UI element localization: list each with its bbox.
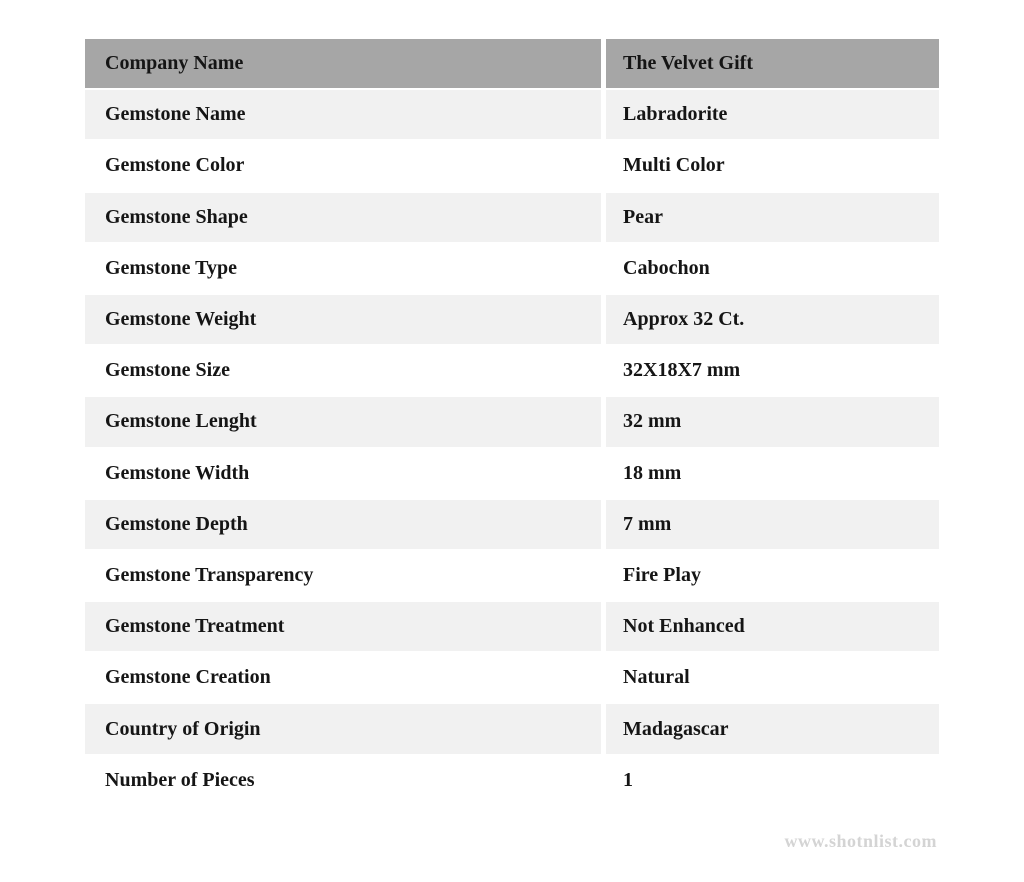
- attribute-label-cell: [85, 90, 601, 139]
- attribute-label: Gemstone Type: [105, 256, 238, 279]
- attribute-value-cell: [606, 449, 939, 498]
- attribute-label: Gemstone Shape: [105, 205, 248, 228]
- attribute-value: Madagascar: [623, 717, 729, 740]
- attribute-value-cell: [606, 602, 939, 651]
- attribute-value-cell: [606, 295, 939, 344]
- attribute-value: Labradorite: [623, 103, 728, 126]
- attribute-label: Gemstone Size: [105, 359, 230, 382]
- attribute-label: Gemstone Color: [105, 154, 245, 177]
- attribute-label-cell: [85, 141, 601, 190]
- attribute-label: Gemstone Depth: [105, 512, 248, 535]
- attribute-value-cell: [606, 141, 939, 190]
- attribute-label-cell: [85, 756, 601, 805]
- attribute-label-cell: [85, 244, 601, 293]
- attribute-value-cell: [606, 397, 939, 446]
- attribute-label-cell: [85, 704, 601, 753]
- attribute-value: Multi Color: [623, 154, 725, 177]
- gemstone-attributes-table: [85, 39, 939, 805]
- table-header-label-cell: [85, 39, 601, 88]
- attribute-value: 32X18X7 mm: [623, 359, 741, 382]
- attribute-value-cell: [606, 244, 939, 293]
- attribute-value-cell: [606, 193, 939, 242]
- attribute-value: Natural: [623, 666, 690, 689]
- attribute-value: Pear: [623, 205, 663, 228]
- attribute-label: Gemstone Weight: [105, 308, 257, 331]
- attribute-value: 7 mm: [623, 512, 672, 535]
- attribute-label: Number of Pieces: [105, 768, 255, 791]
- attribute-label-cell: [85, 500, 601, 549]
- attribute-value: 1: [623, 768, 633, 791]
- attribute-value-cell: [606, 346, 939, 395]
- attribute-label-cell: [85, 193, 601, 242]
- attribute-value: 18 mm: [623, 461, 682, 484]
- attribute-value-cell: [606, 551, 939, 600]
- attribute-label-cell: [85, 551, 601, 600]
- company-name-value: The Velvet Gift: [623, 52, 753, 75]
- site-watermark: www.shotnlist.com: [784, 831, 937, 851]
- company-name-header: Company Name: [105, 52, 244, 75]
- attribute-label-cell: [85, 602, 601, 651]
- attribute-value-cell: [606, 704, 939, 753]
- attribute-label-cell: [85, 449, 601, 498]
- attribute-label: Country of Origin: [105, 717, 261, 740]
- attribute-label-cell: [85, 653, 601, 702]
- attribute-value: Fire Play: [623, 563, 701, 586]
- attribute-value: Cabochon: [623, 256, 710, 279]
- attribute-value: 32 mm: [623, 410, 682, 433]
- attribute-value: Approx 32 Ct.: [623, 308, 745, 331]
- attribute-value-cell: [606, 653, 939, 702]
- attribute-label: Gemstone Lenght: [105, 410, 257, 433]
- attribute-label: Gemstone Width: [105, 461, 250, 484]
- attribute-value-cell: [606, 756, 939, 805]
- table-header-value-cell: [606, 39, 939, 88]
- attribute-label: Gemstone Transparency: [105, 563, 314, 586]
- attribute-value-cell: [606, 90, 939, 139]
- attribute-label-cell: [85, 397, 601, 446]
- attribute-label-cell: [85, 346, 601, 395]
- attribute-value: Not Enhanced: [623, 615, 745, 638]
- attribute-label: Gemstone Name: [105, 103, 246, 126]
- attribute-label: Gemstone Creation: [105, 666, 271, 689]
- attribute-label-cell: [85, 295, 601, 344]
- attribute-value-cell: [606, 500, 939, 549]
- attribute-label: Gemstone Treatment: [105, 615, 285, 638]
